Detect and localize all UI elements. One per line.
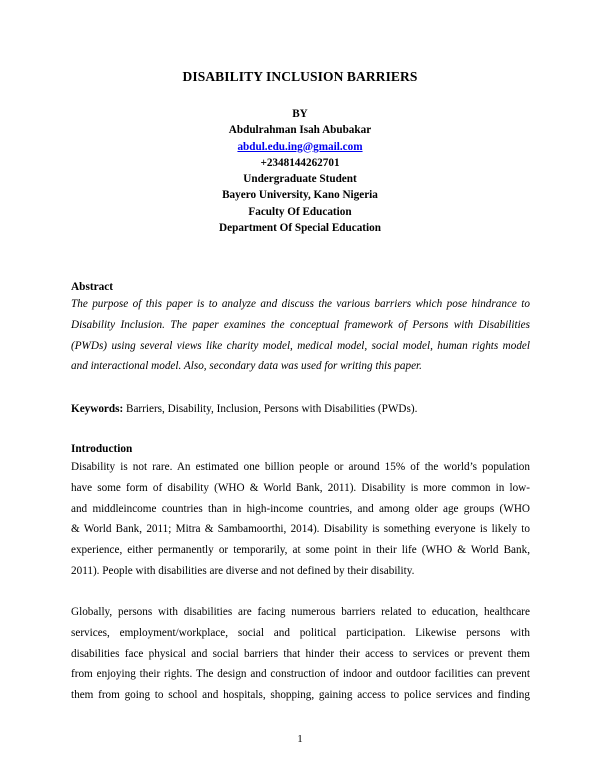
author-faculty: Faculty Of Education	[248, 205, 352, 218]
paragraph-line: disabilities face physical and social barriers that hinder their access to services or prevent them	[71, 647, 530, 660]
abstract-line: and interactional model. Also, secondary data was used for writing this paper.	[71, 360, 422, 373]
keywords-text: Barriers, Disability, Inclusion, Persons with Disabilities (PWDs).	[123, 403, 418, 415]
paragraph-line: Disability is not rare. An estimated one billion people or around 15% of the world’s population	[71, 461, 530, 473]
author-name: Abdulrahman Isah Abubakar	[228, 124, 372, 137]
abstract-heading: Abstract	[71, 281, 114, 293]
abstract-line: The purpose of this paper is to analyze and discuss the various barriers which pose hindrance to	[71, 298, 530, 310]
introduction-heading: Introduction	[71, 443, 133, 455]
abstract-text	[71, 294, 530, 377]
paragraph-line: & World Bank, 2011; Mitra & Sambamoorthi, 2014). Disability is something everyone is likely to	[71, 523, 530, 536]
abstract-line: (PWDs) using several views like charity model, medical model, social model, human rights model	[71, 339, 530, 352]
paragraph-line: and middleincome countries than in high-income countries, and among older age groups (WHO	[71, 502, 530, 515]
paper-title: DISABILITY INCLUSION BARRIERS	[182, 69, 418, 84]
page-number: 1	[297, 733, 303, 745]
by-label: BY	[292, 108, 308, 120]
keywords-label: Keywords:	[71, 403, 124, 415]
paragraph-line: Globally, persons with disabilities are facing numerous barriers related to education, healthcare	[71, 606, 530, 618]
paragraph-line: them from going to school and hospitals, shopping, gaining access to police services and finding	[71, 689, 530, 702]
introduction-paragraph-2	[71, 602, 530, 706]
paragraph-line: from enjoying their rights. The design and construction of indoor and outdoor facilities can prevent	[71, 668, 530, 681]
author-university: Bayero University, Kano Nigeria	[222, 189, 378, 202]
author-phone: +2348144262701	[260, 156, 340, 169]
paragraph-line: experience, either permanently or temporarily, at some point in their life (WHO & World Bank,	[71, 544, 530, 557]
paragraph-line: have some form of disability (WHO & World Bank, 2011). Disability is more common in low-	[71, 481, 530, 494]
keywords-line	[71, 403, 417, 415]
author-department: Department Of Special Education	[219, 222, 381, 235]
introduction-paragraph-1	[71, 457, 530, 582]
author-email-link[interactable]: abdul.edu.ing@gmail.com	[237, 140, 363, 153]
author-block	[0, 106, 600, 236]
paragraph-line: 2011). People with disabilities are diverse and not defined by their disability.	[71, 564, 415, 577]
author-status: Undergraduate Student	[243, 173, 357, 186]
abstract-line: Disability Inclusion. The paper examines the conceptual framework of Persons with Disabilities	[71, 318, 530, 331]
paragraph-line: services, employment/workplace, social and political participation. Likewise persons with	[71, 626, 530, 639]
